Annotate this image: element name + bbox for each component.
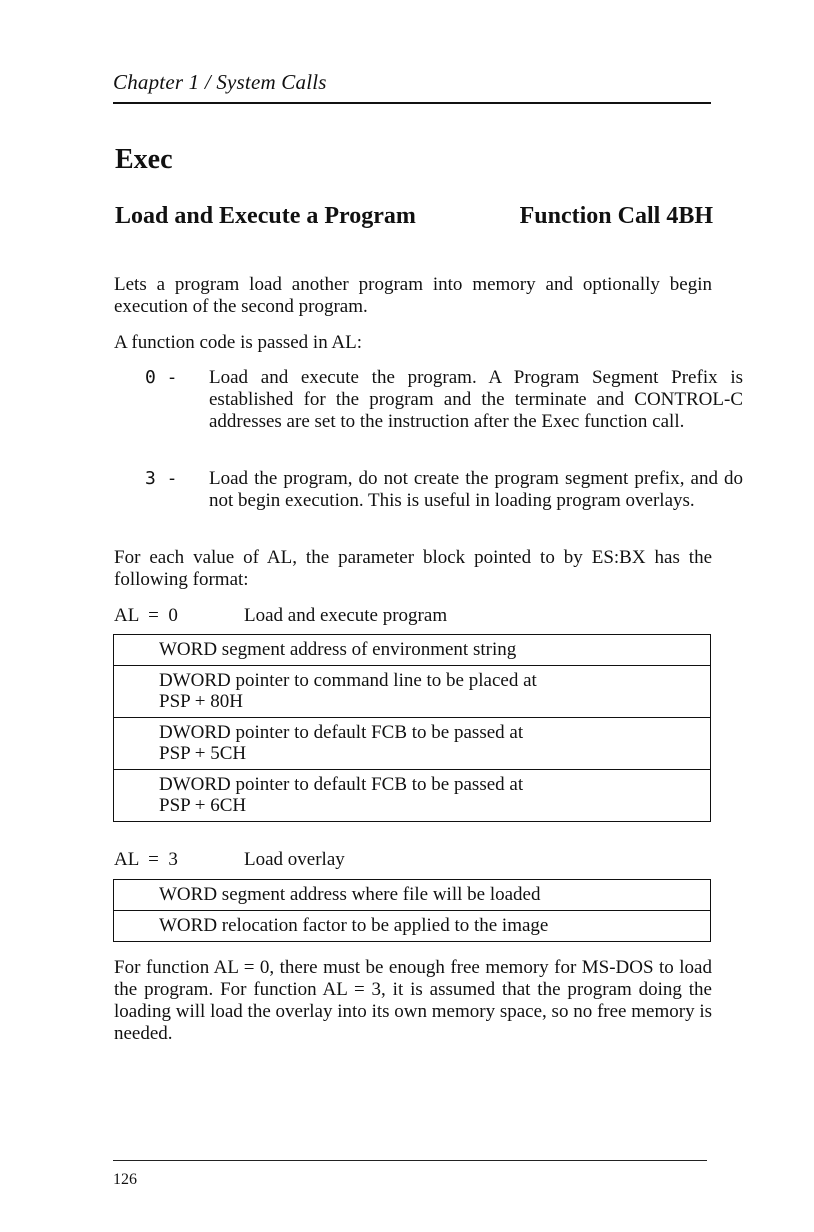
block-al-value: AL = 3 <box>114 849 178 870</box>
footer-rule <box>113 1160 707 1161</box>
table-cell-line: PSP + 5CH <box>159 743 247 764</box>
function-code-number: 0 - <box>145 367 178 388</box>
table-row <box>114 635 710 666</box>
block-description: Load and execute program <box>244 605 448 626</box>
table-cell-line: DWORD pointer to command line to be placed at <box>159 670 537 691</box>
parameter-table-al0 <box>113 634 711 822</box>
table-row <box>114 718 710 770</box>
table-cell-line: WORD segment address where file will be loaded <box>159 884 541 905</box>
table-cell-line: DWORD pointer to default FCB to be passed at <box>159 774 524 795</box>
header-rule <box>113 102 711 104</box>
function-code-description: Load and execute the program. A Program Segment Prefix is established for the program and the terminate and CONTROL-C addresses are set to the instruction after the Exec function call. <box>209 367 743 432</box>
table-cell-line: PSP + 80H <box>159 691 243 712</box>
block-label-al0 <box>114 605 712 629</box>
table-row <box>114 911 710 942</box>
table-cell-line: WORD relocation factor to be applied to the image <box>159 915 549 936</box>
intro-paragraph: Lets a program load another program into memory and optionally begin execution of the second program. <box>114 274 712 317</box>
page-number: 126 <box>113 1171 137 1188</box>
table-row <box>114 880 710 911</box>
table-cell-line: DWORD pointer to default FCB to be passed at <box>159 722 524 743</box>
page-title: Exec <box>115 144 173 175</box>
subtitle-name: Load and Execute a Program <box>115 203 416 229</box>
block-label-al3 <box>114 849 712 873</box>
function-code-item <box>145 468 743 538</box>
function-code-paragraph: A function code is passed in AL: <box>114 332 363 353</box>
function-code-number: 3 - <box>145 468 178 489</box>
table-row <box>114 666 710 718</box>
table-cell-line: PSP + 6CH <box>159 795 247 816</box>
function-call-number: Function Call 4BH <box>519 203 713 229</box>
function-code-description: Load the program, do not create the program segment prefix, and do not begin execution. This is useful in loading program overlays. <box>209 468 743 511</box>
table-row <box>114 770 710 822</box>
parameter-table-al3 <box>113 879 711 942</box>
parameter-block-paragraph: For each value of AL, the parameter block pointed to by ES:BX has the following format: <box>114 547 712 590</box>
block-description: Load overlay <box>244 849 345 870</box>
function-code-item <box>145 367 743 457</box>
memory-note-paragraph: For function AL = 0, there must be enough free memory for MS-DOS to load the program. For function AL = 3, it is assumed that the program doing the loading will load the overlay into its own memory space, so no free memory is needed. <box>114 957 712 1044</box>
table-cell-line: WORD segment address of environment string <box>159 639 517 660</box>
section-subtitle <box>115 203 713 230</box>
running-header: Chapter 1 / System Calls <box>113 70 327 94</box>
block-al-value: AL = 0 <box>114 605 178 626</box>
